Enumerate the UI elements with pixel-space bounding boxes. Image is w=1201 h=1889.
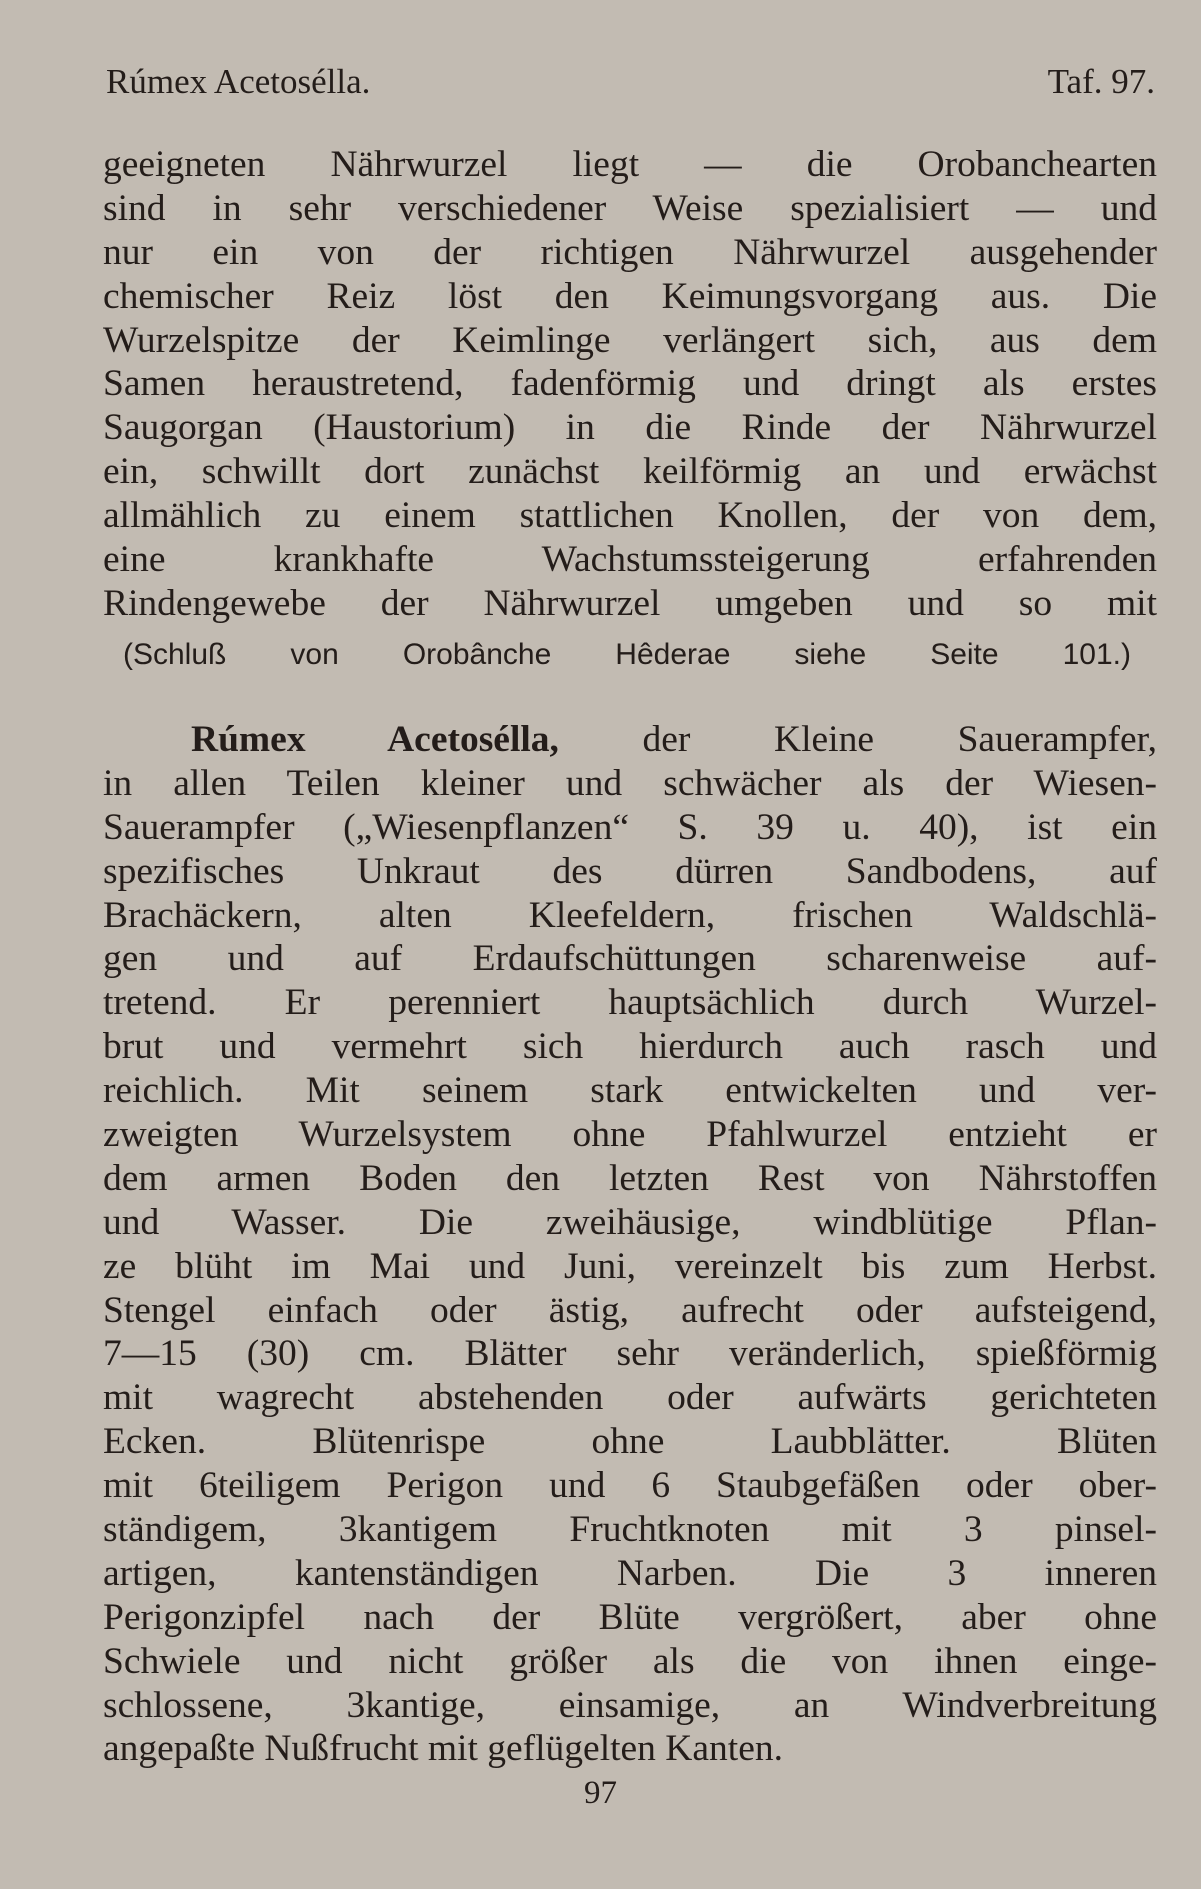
text-line: reichlich. Mit seinem stark entwickelten und ver- <box>103 1070 1157 1112</box>
text-line: brut und vermehrt sich hierdurch auch rasch und <box>103 1026 1157 1068</box>
species-description <box>103 718 1157 1771</box>
text-line: dem armen Boden den letzten Rest von Nährstoffen <box>103 1157 1157 1199</box>
text-line: mit 6teiligem Perigon und 6 Staubgefäßen oder ober- <box>103 1465 1157 1507</box>
species-name: Rúmex Acetosélla, <box>191 719 559 760</box>
text-line-last: angepaßte Nußfrucht mit geflügelten Kanten. <box>103 1728 783 1770</box>
common-name: der Kleine Sauerampfer, <box>558 719 1158 760</box>
text-line: Perigonzipfel nach der Blüte vergrößert, aber ohne <box>103 1596 1157 1638</box>
paragraph-continuation <box>103 143 1157 626</box>
text-line: spezifisches Unkraut des dürren Sandbodens, auf <box>103 850 1157 892</box>
text-line: artigen, kantenständigen Narben. Die 3 inneren <box>103 1552 1157 1594</box>
text-line: ständigem, 3kantigem Fruchtknoten mit 3 pinsel- <box>103 1509 1157 1551</box>
text-line: Ecken. Blütenrispe ohne Laubblätter. Blüten <box>103 1421 1157 1463</box>
page-header <box>106 60 1155 104</box>
text-line-first <box>103 718 1157 762</box>
text-line: und Wasser. Die zweihäusige, windblütige Pflan- <box>103 1201 1157 1243</box>
text-line: sind in sehr verschiedener Weise spezialisiert — und <box>103 187 1157 229</box>
text-line: zweigten Wurzelsystem ohne Pfahlwurzel entzieht er <box>103 1114 1157 1156</box>
text-line: Saugorgan (Haustorium) in die Rinde der Nährwurzel <box>103 407 1157 449</box>
text-line: geeigneten Nährwurzel liegt — die Orobanchearten <box>103 144 1157 185</box>
text-line: tretend. Er perenniert hauptsächlich durch Wurzel- <box>103 982 1157 1024</box>
text-line: Brachäckern, alten Kleefeldern, frischen Waldschlä- <box>103 894 1157 936</box>
page-number: 97 <box>584 1775 617 1811</box>
text-line: Wurzelspitze der Keimlinge verlängert sich, aus dem <box>103 319 1157 361</box>
text-line: 7—15 (30) cm. Blätter sehr veränderlich, spießförmig <box>103 1333 1157 1375</box>
text-line: Stengel einfach oder ästig, aufrecht oder aufsteigend, <box>103 1289 1157 1331</box>
text-line: Sauerampfer („Wiesenpflanzen“ S. 39 u. 40), ist ein <box>103 806 1157 848</box>
text-line: ein, schwillt dort zunächst keilförmig an und erwächst <box>103 451 1157 493</box>
text-line: in allen Teilen kleiner und schwächer als der Wiesen- <box>103 762 1157 804</box>
text-line: chemischer Reiz löst den Keimungsvorgang aus. Die <box>103 275 1157 317</box>
plate-number: Taf. 97. <box>1047 62 1155 101</box>
text-line: nur ein von der richtigen Nährwurzel ausgehender <box>103 231 1157 273</box>
text-line: Rindengewebe der Nährwurzel umgeben und so mit <box>103 582 1157 624</box>
text-line: Samen heraustretend, fadenförmig und dringt als erstes <box>103 363 1157 405</box>
text-line: allmählich zu einem stattlichen Knollen, der von dem, <box>103 495 1157 537</box>
text-line: mit wagrecht abstehenden oder aufwärts gerichteten <box>103 1377 1157 1419</box>
text-line: schlossene, 3kantige, einsamige, an Windverbreitung <box>103 1684 1157 1726</box>
text-line: gen und auf Erdaufschüttungen scharenweise auf- <box>103 938 1157 980</box>
running-title: Rúmex Acetosélla. <box>106 62 371 101</box>
continuation-note: (Schluß von Orobânche Hêderae siehe Seite 101.) <box>123 638 1131 671</box>
text-line: eine krankhafte Wachstumssteigerung erfahrenden <box>103 539 1157 581</box>
text-line: ze blüht im Mai und Juni, vereinzelt bis zum Herbst. <box>103 1245 1157 1287</box>
text-line: Schwiele und nicht größer als die von ihnen einge- <box>103 1640 1157 1682</box>
